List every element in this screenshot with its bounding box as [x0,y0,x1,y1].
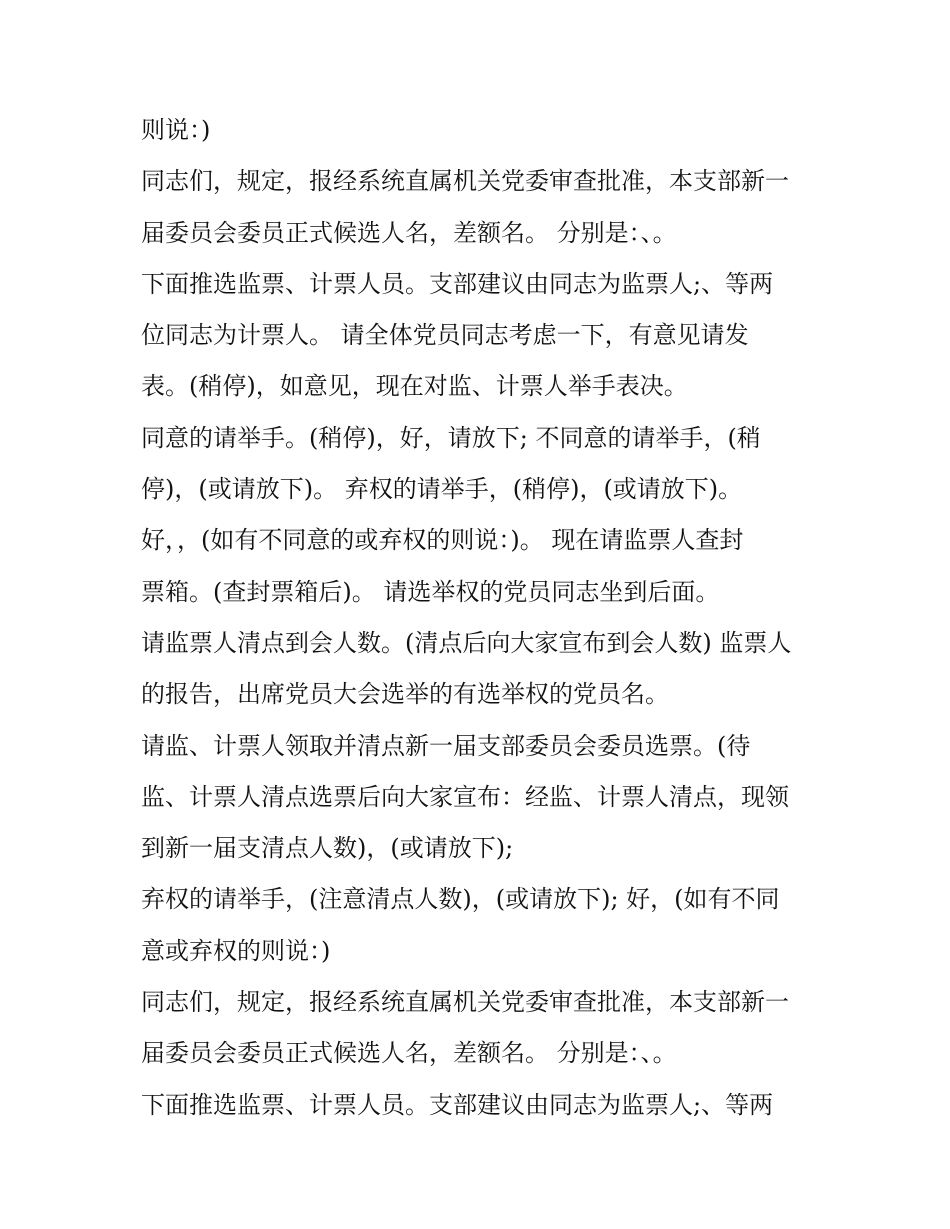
text-line: 下面推选监票、计票人员。支部建议由同志为监票人;、等两 [141,269,774,298]
text-line: 请监、计票人领取并清点新一届支部委员会委员选票。(待 [141,731,751,760]
text-line: 届委员会委员正式候选人名，差额名。 分别是：、。 [141,218,677,247]
text-line: 意或弃权的则说：) [141,936,331,965]
text-line: 下面推选监票、计票人员。支部建议由同志为监票人;、等两 [141,1090,774,1119]
text-line: 则说：) [141,116,211,144]
text-line: 的报告，出席党员大会选举的有选举权的党员名。 [141,680,669,709]
text-line: 停)，(或请放下)。 弃权的请举手，(稍停)，(或请放下)。 [141,475,743,504]
text-line: 好，，(如有不同意的或弃权的则说：)。 现在请监票人查封 [141,526,744,555]
text-line: 请监票人清点到会人数。(清点后向大家宣布到会人数) 监票人 [141,628,792,657]
text-line: 位同志为计票人。 请全体党员同志考虑一下，有意见请发 [141,321,749,350]
text-line: 监、计票人清点选票后向大家宣布：经监、计票人清点，现领 [141,782,789,811]
text-line: 届委员会委员正式候选人名，差额名。 分别是：、。 [141,1039,677,1068]
text-line: 表。(稍停)，如意见，现在对监、计票人举手表决。 [141,372,688,401]
text-line: 同志们，规定，报经系统直属机关党委审查批准，本支部新一 [141,167,789,196]
text-line: 弃权的请举手，(注意清点人数)，(或请放下); 好，(如有不同 [141,885,780,914]
document-body [141,110,821,1136]
text-line: 票箱。(查封票箱后)。 请选举权的党员同志坐到后面。 [141,577,720,606]
text-line: 同志们，规定，报经系统直属机关党委审查批准，本支部新一 [141,988,789,1017]
text-line: 到新一届支清点人数)，(或请放下); [141,834,514,863]
text-line: 同意的请举手。(稍停)，好，请放下; 不同意的请举手，(稍 [141,423,761,452]
